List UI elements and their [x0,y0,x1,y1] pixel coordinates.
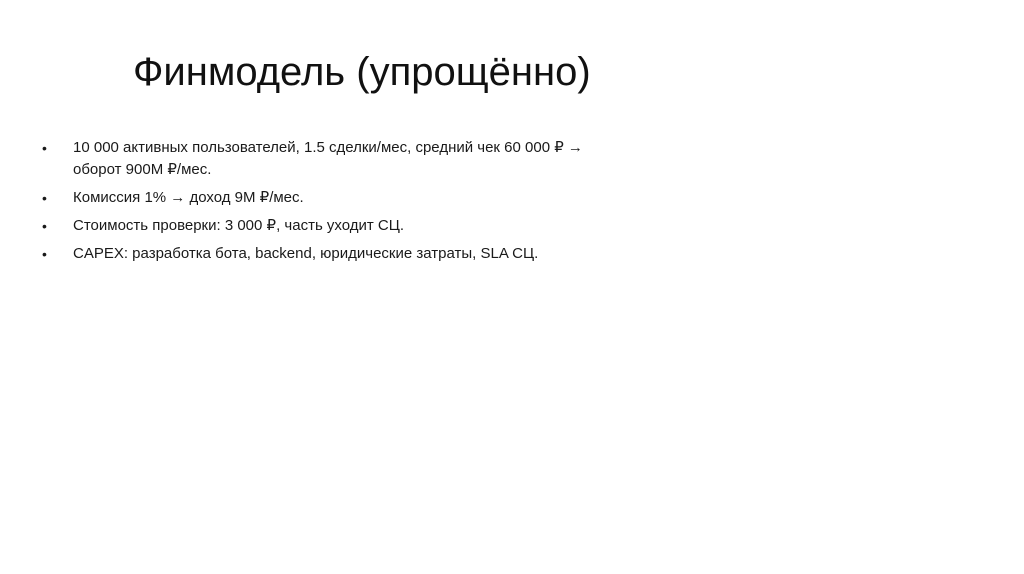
bullet-text-line: CAPEX: разработка бота, backend, юридические затраты, SLA СЦ. [73,245,539,262]
bullet-icon: • [42,246,47,262]
bullet-item [38,243,738,265]
bullet-text-line: 10 000 активных пользователей, 1.5 сделки/мес, средний чек 60 000 ₽ → [73,139,583,156]
bullet-item [38,137,738,181]
bullet-item [38,187,738,209]
bullet-item [38,215,738,237]
bullet-list [38,137,738,271]
bullet-text-line: Стоимость проверки: 3 000 ₽, часть уходит СЦ. [73,217,405,234]
bullet-text-line: Комиссия 1% → доход 9М ₽/мес. [73,189,304,206]
bullet-text-line: оборот 900М ₽/мес. [73,161,212,178]
slide-title: Финмодель (упрощённо) [133,50,591,94]
bullet-icon: • [42,190,47,206]
bullet-icon: • [42,140,47,156]
bullet-icon: • [42,218,47,234]
